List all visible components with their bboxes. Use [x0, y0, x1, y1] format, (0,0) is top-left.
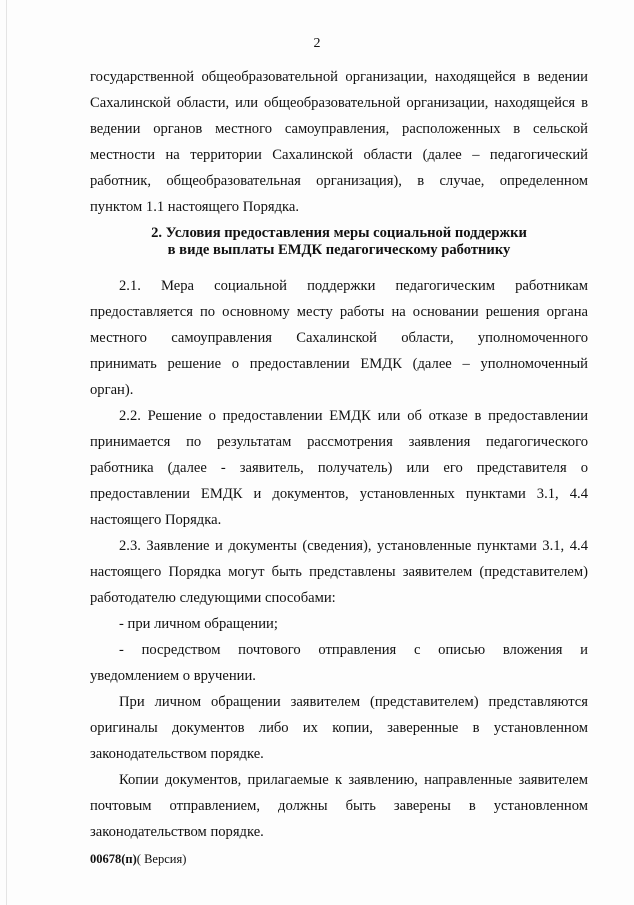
text-line: орган).	[90, 382, 134, 398]
text-line: работодателю следующими способами:	[90, 590, 336, 606]
paragraph-first-line: 2.1. Мера социальной поддержки педагогическим работникам	[119, 278, 588, 294]
scan-edge-line	[6, 0, 7, 905]
text-line: предоставлении ЕМДК и документов, установленных пунктами 3.1, 4.4	[90, 486, 588, 502]
text-line: местного самоуправления Сахалинской области, уполномоченного	[90, 330, 588, 346]
paragraph-first-line: При личном обращении заявителем (представителем) представляются	[119, 694, 588, 710]
section-heading: 2. Условия предоставления меры социальной поддержки	[151, 225, 527, 241]
text-line: настоящего Порядка могут быть представлены заявителем (представителем)	[90, 564, 588, 580]
text-line: принимается по результатам рассмотрения заявления педагогического	[90, 434, 588, 450]
text-line: Сахалинской области, или общеобразовательной организации, находящейся в	[90, 95, 588, 111]
document-code: 00678(п)	[90, 852, 137, 866]
text-line: законодательством порядке.	[90, 746, 264, 762]
text-line: оригиналы документов либо их копии, заверенные в установленном	[90, 720, 588, 736]
list-item: - при личном обращении;	[119, 616, 278, 632]
text-line: местности на территории Сахалинской области (далее – педагогический	[90, 147, 588, 163]
text-line: ведении органов местного самоуправления, расположенных в сельской	[90, 121, 588, 137]
text-line: работник, общеобразовательная организация), в случае, определенном	[90, 173, 588, 189]
text-line: настоящего Порядка.	[90, 512, 222, 528]
paragraph-first-line: 2.3. Заявление и документы (сведения), установленные пунктами 3.1, 4.4	[119, 538, 588, 554]
text-line: государственной общеобразовательной организации, находящейся в ведении	[90, 69, 588, 85]
paragraph-first-line: 2.2. Решение о предоставлении ЕМДК или об отказе в предоставлении	[119, 408, 588, 424]
document-version: ( Версия)	[136, 852, 187, 866]
list-item: - посредством почтового отправления с описью вложения и	[119, 642, 588, 658]
text-line: законодательством порядке.	[90, 824, 264, 840]
section-heading: в виде выплаты ЕМДК педагогическому работнику	[167, 242, 511, 258]
text-line: пунктом 1.1 настоящего Порядка.	[90, 199, 300, 215]
text-line: почтовым отправлением, должны быть заверены в установленном	[90, 798, 588, 814]
paragraph-first-line: Копии документов, прилагаемые к заявлению, направленные заявителем	[119, 772, 588, 788]
text-line: работника (далее - заявитель, получатель) или его представителя о	[90, 460, 588, 476]
text-line: уведомлением о вручении.	[90, 668, 256, 684]
text-line: предоставляется по основному месту работы на основании решения органа	[90, 304, 588, 320]
document-footer	[90, 851, 186, 867]
page-number: 2	[313, 36, 321, 51]
text-line: принимать решение о предоставлении ЕМДК (далее – уполномоченный	[90, 356, 588, 372]
